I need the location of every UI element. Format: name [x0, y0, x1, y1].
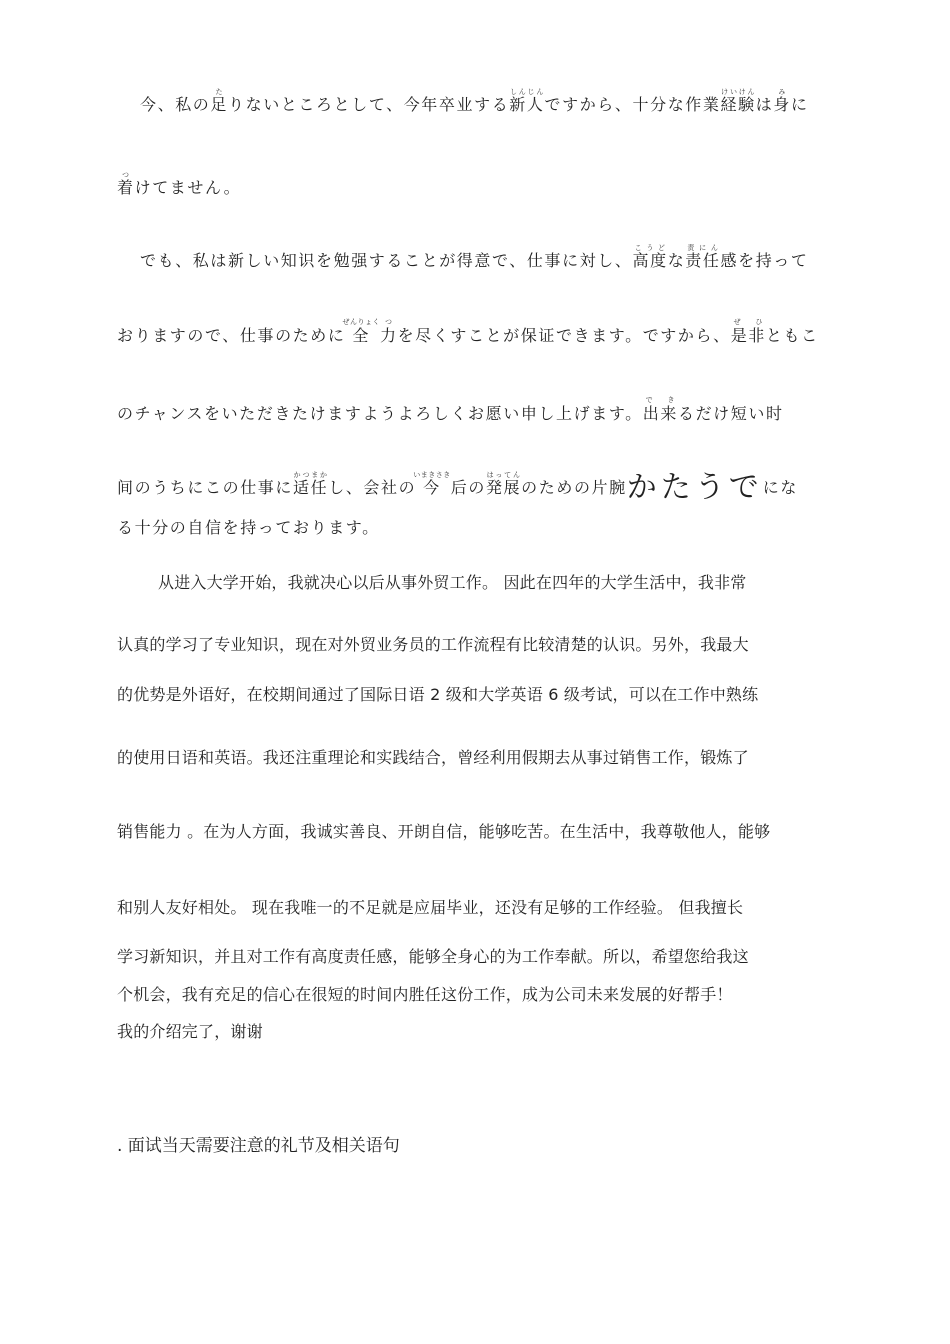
- jp-line-7: る十分の自信を持っております。: [117, 518, 380, 537]
- jp-line-2: 着つけてません。: [117, 171, 242, 197]
- jp-line-1: 今、私の足たりないところとして、今年卒业する新人しんじんですから、十分な作業経験けいけんは身みに: [140, 88, 809, 114]
- cn-line-8: 个机会，我有充足的信心在很短的时间内胜任这份工作，成为公司未来发展的好帮手！: [117, 985, 733, 1004]
- furigana-word: 高度こうど: [632, 244, 668, 270]
- furigana-word: 着つ: [117, 171, 135, 197]
- furigana-word: 経験けいけん: [720, 88, 756, 114]
- cn-line-5: 销售能力 。在为人方面，我诚实善良、开朗自信，能够吃苦。在生活中，我尊敬他人，能够: [117, 822, 771, 841]
- furigana-word: 后: [450, 478, 469, 497]
- cn-line-9: 我的介绍完了，谢谢: [117, 1022, 263, 1041]
- jp-line-5: のチャンスをいただきたけますようよろしくお愿い申し上げます。出来で きるだけ短い时: [117, 396, 784, 423]
- cn-line-1: 从进入大学开始，我就决心以后从事外贸工作。 因此在四年的大学生活中，我非常: [158, 573, 747, 592]
- furigana-word: 适任かつまか: [293, 471, 329, 497]
- cn-line-7: 学习新知识，并且对工作有高度责任感，能够全身心的为工作奉献。所以，希望您给我这: [117, 947, 749, 966]
- large-kana-word: かたうで: [626, 470, 763, 505]
- furigana-word: 身み: [773, 88, 791, 114]
- cn-line-4: 的使用日语和英语。我还注重理论和实践结合，曾经利用假期去从事过销售工作，锻炼了: [117, 748, 749, 767]
- furigana-word: 是非ぜ ひ: [730, 318, 766, 345]
- furigana-word: 责任责にん: [685, 244, 721, 270]
- cn-line-6: 和别人友好相处。 现在我唯一的不足就是应届毕业，还没有足够的工作经验。 但我擅长: [117, 898, 744, 917]
- cn-line-3: 的优势是外语好，在校期间通过了国际日语 2 级和大学英语 6 级考试，可以在工作中熟练: [117, 685, 759, 704]
- jp-line-4: おりますので、仕事のために全ぜんりょく力つを尽くすことが保证できます。ですから、是非ぜ ひともこ: [117, 318, 819, 345]
- furigana-word: 出来で き: [642, 396, 678, 423]
- jp-line-6: 间のうちにこの仕事に适任かつまかし、会社の今いまきさき后の発展はってんのための片腕かたうでにな: [117, 470, 798, 505]
- section-heading: . 面试当天需要注意的礼节及相关语句: [117, 1136, 400, 1156]
- furigana-word: 新人しんじん: [509, 88, 545, 114]
- cn-line-2: 认真的学习了专业知识，现在对外贸业务员的工作流程有比较清楚的认识。另外，我最大: [117, 635, 749, 654]
- furigana-word: 発展はってん: [485, 471, 522, 497]
- jp-line-3: でも、私は新しい知识を勉强することが得意で、仕事に対し、高度こうどな责任责にん感を持って: [140, 244, 809, 270]
- furigana-word: 足た: [210, 88, 229, 114]
- furigana-word: 力つ: [379, 318, 398, 345]
- furigana-word: 今いまきさき: [413, 471, 451, 497]
- furigana-word: 全ぜんりょく: [342, 318, 380, 345]
